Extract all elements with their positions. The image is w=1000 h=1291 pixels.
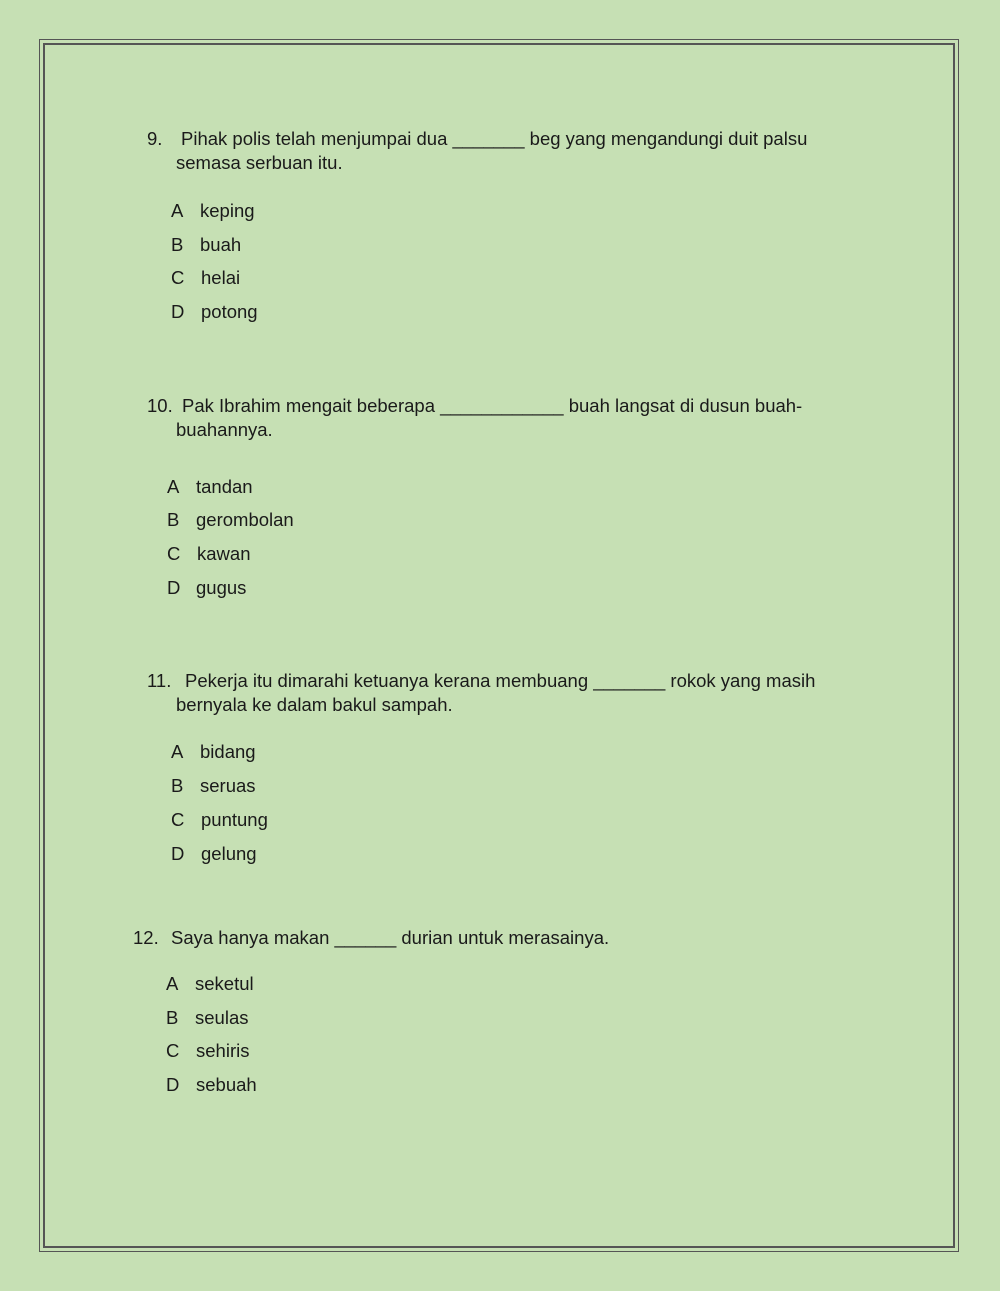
- question-text: Pekerja itu dimarahi ketuanya kerana membuang _______ rokok yang masih: [185, 670, 816, 691]
- option-b[interactable]: [166, 1007, 248, 1029]
- question-number: 10.: [147, 395, 173, 416]
- option-text: keping: [200, 200, 255, 221]
- question-text: Pihak polis telah menjumpai dua _______ beg yang mengandungi duit palsu: [181, 128, 808, 149]
- option-letter: D: [167, 577, 181, 598]
- option-a[interactable]: [166, 973, 254, 995]
- page-border-inner: [43, 43, 955, 1248]
- option-text: sehiris: [196, 1040, 250, 1061]
- option-text: helai: [201, 267, 241, 288]
- option-d[interactable]: [171, 843, 257, 865]
- option-letter: C: [166, 1040, 180, 1061]
- option-c[interactable]: [166, 1040, 249, 1062]
- option-text: gugus: [196, 577, 247, 598]
- option-letter: C: [167, 543, 181, 564]
- option-text: kawan: [197, 543, 251, 564]
- question-10: [147, 394, 802, 442]
- option-letter: B: [171, 234, 184, 255]
- option-letter: B: [166, 1007, 179, 1028]
- option-letter: B: [171, 775, 184, 796]
- question-12: [133, 926, 609, 950]
- option-text: seruas: [200, 775, 256, 796]
- option-c[interactable]: [167, 543, 250, 565]
- option-text: bidang: [200, 741, 256, 762]
- option-d[interactable]: [167, 577, 246, 599]
- option-c[interactable]: [171, 809, 268, 831]
- option-d[interactable]: [166, 1074, 257, 1096]
- option-text: sebuah: [196, 1074, 257, 1095]
- option-letter: A: [166, 973, 179, 994]
- option-letter: D: [166, 1074, 180, 1095]
- option-text: buah: [200, 234, 242, 255]
- question-number: 9.: [147, 128, 163, 149]
- option-text: gerombolan: [196, 509, 294, 530]
- option-a[interactable]: [171, 741, 256, 763]
- option-letter: D: [171, 843, 185, 864]
- question-number: 12.: [133, 927, 159, 948]
- option-letter: B: [167, 509, 180, 530]
- question-text-continued: semasa serbuan itu.: [176, 152, 343, 173]
- option-letter: A: [167, 476, 180, 497]
- option-letter: A: [171, 200, 184, 221]
- question-9: [147, 127, 807, 175]
- option-text: seulas: [195, 1007, 249, 1028]
- question-text: Saya hanya makan ______ durian untuk merasainya.: [171, 927, 610, 948]
- option-c[interactable]: [171, 267, 240, 289]
- option-text: puntung: [201, 809, 268, 830]
- option-text: potong: [201, 301, 258, 322]
- question-number: 11.: [147, 670, 172, 691]
- option-letter: A: [171, 741, 184, 762]
- question-text-continued: buahannya.: [176, 419, 273, 440]
- option-d[interactable]: [171, 301, 258, 323]
- option-text: gelung: [201, 843, 257, 864]
- question-text: Pak Ibrahim mengait beberapa ____________ buah langsat di dusun buah-: [182, 395, 803, 416]
- option-b[interactable]: [167, 509, 294, 531]
- option-text: seketul: [195, 973, 254, 994]
- option-text: tandan: [196, 476, 253, 497]
- option-letter: C: [171, 809, 185, 830]
- question-text-continued: bernyala ke dalam bakul sampah.: [176, 694, 453, 715]
- option-b[interactable]: [171, 234, 241, 256]
- option-b[interactable]: [171, 775, 256, 797]
- option-a[interactable]: [167, 476, 253, 498]
- option-a[interactable]: [171, 200, 255, 222]
- option-letter: D: [171, 301, 185, 322]
- option-letter: C: [171, 267, 185, 288]
- question-11: [147, 669, 815, 717]
